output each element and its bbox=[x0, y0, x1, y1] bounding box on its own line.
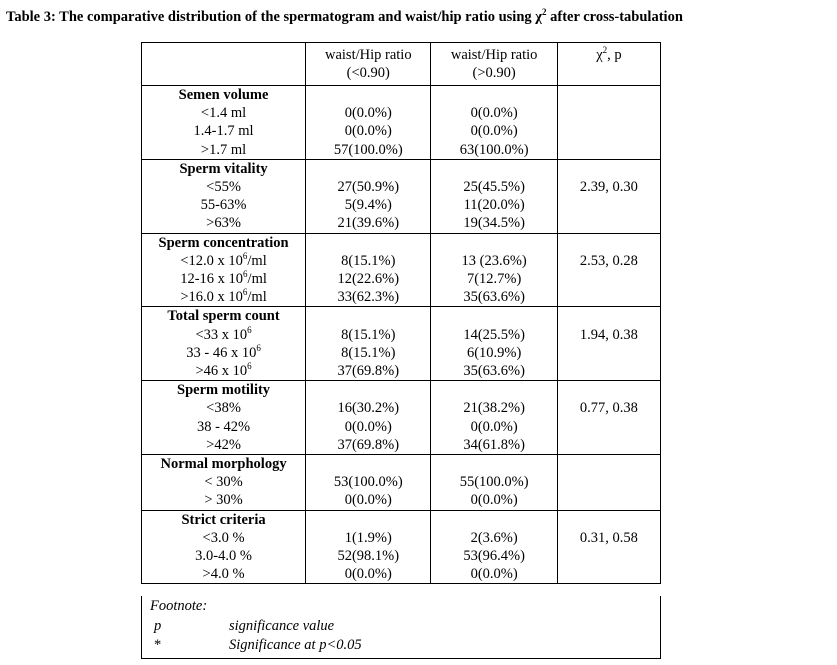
value-low-ratio: 0(0.0%) bbox=[344, 492, 392, 509]
spacer bbox=[306, 86, 430, 104]
value-low-ratio: 0(0.0%) bbox=[344, 105, 392, 122]
group-low-ratio-cell bbox=[306, 233, 431, 307]
chi-p-value: 2.39, 0.30 bbox=[579, 179, 638, 196]
row-label-text: > 30% bbox=[204, 492, 243, 509]
row-label-unit: /ml bbox=[247, 289, 267, 306]
row-label-text: >4.0 % bbox=[202, 566, 245, 583]
row-label-text: <33 x 10 bbox=[195, 326, 248, 343]
group-title: Sperm motility bbox=[177, 382, 271, 399]
value-low-ratio: 33(62.3%) bbox=[337, 289, 400, 306]
value-low-ratio: 8(15.1%) bbox=[341, 344, 396, 361]
value-high-ratio: 0(0.0%) bbox=[470, 492, 518, 509]
row-label bbox=[142, 565, 305, 583]
value-high-ratio: 0(0.0%) bbox=[470, 123, 518, 140]
group-chi-cell bbox=[557, 159, 660, 233]
row-label-text: <55% bbox=[206, 179, 241, 196]
spacer bbox=[306, 234, 430, 252]
value-high-ratio: 21(38.2%) bbox=[463, 400, 525, 417]
value-low-ratio: 8(15.1%) bbox=[341, 252, 396, 269]
spacer bbox=[431, 86, 556, 104]
group-row bbox=[142, 307, 661, 381]
value-low-ratio: 37(69.8%) bbox=[337, 363, 400, 380]
header-empty-cell bbox=[142, 43, 306, 86]
group-low-ratio-cell bbox=[306, 381, 431, 455]
row-label-superscript: 6 bbox=[247, 324, 252, 335]
spacer bbox=[431, 511, 556, 529]
row-label-text: >16.0 x 10 bbox=[180, 289, 243, 306]
group-row bbox=[142, 86, 661, 160]
group-label-cell bbox=[142, 86, 306, 160]
row-label-superscript: 6 bbox=[256, 343, 261, 354]
group-title: Normal morphology bbox=[160, 456, 287, 473]
spacer bbox=[306, 381, 430, 399]
spacer bbox=[306, 511, 430, 529]
value-high-ratio: 53(96.4%) bbox=[463, 548, 525, 565]
group-chi-cell bbox=[557, 455, 660, 511]
value-low-ratio: 8(15.1%) bbox=[341, 326, 396, 343]
group-high-ratio-cell bbox=[431, 510, 557, 584]
spacer bbox=[306, 307, 430, 325]
footnote-desc-p: significance value bbox=[229, 618, 335, 634]
group-chi-cell bbox=[557, 233, 660, 307]
row-label bbox=[142, 288, 305, 306]
group-low-ratio-cell bbox=[306, 307, 431, 381]
value-low-ratio: 0(0.0%) bbox=[344, 418, 392, 435]
spacer bbox=[431, 234, 556, 252]
row-label bbox=[142, 214, 305, 232]
value-high-ratio: 63(100.0%) bbox=[459, 141, 529, 158]
row-label-unit: /ml bbox=[247, 252, 267, 269]
value-high-ratio: 2(3.6%) bbox=[470, 529, 518, 546]
value-low-ratio: 21(39.6%) bbox=[337, 215, 400, 232]
group-label-cell bbox=[142, 307, 306, 381]
row-label-text: >1.7 ml bbox=[200, 141, 247, 158]
row-label bbox=[142, 344, 305, 362]
row-label-text: <3.0 % bbox=[202, 529, 245, 546]
spacer bbox=[431, 160, 556, 178]
footnote-desc-star: Significance at p<0.05 bbox=[229, 637, 362, 653]
spacer bbox=[431, 381, 556, 399]
group-title: Sperm concentration bbox=[158, 234, 289, 251]
group-label-cell bbox=[142, 455, 306, 511]
row-label-text: >63% bbox=[206, 215, 241, 232]
header-row bbox=[142, 43, 661, 86]
caption-text: Table 3: The comparative distribution of the spermatogram and waist/hip ratio using χ bbox=[6, 9, 542, 25]
group-low-ratio-cell bbox=[306, 159, 431, 233]
row-label-superscript: 6 bbox=[247, 361, 252, 372]
row-label bbox=[142, 418, 305, 436]
caption-text-end: after cross-tabulation bbox=[546, 9, 683, 25]
row-label bbox=[142, 473, 305, 491]
value-low-ratio: 5(9.4%) bbox=[344, 197, 392, 214]
value-low-ratio: 0(0.0%) bbox=[344, 123, 392, 140]
group-label-cell bbox=[142, 381, 306, 455]
value-low-ratio: 53(100.0%) bbox=[333, 474, 403, 491]
spermatogram-table bbox=[141, 42, 661, 584]
spacer bbox=[558, 455, 660, 473]
group-high-ratio-cell bbox=[431, 159, 557, 233]
value-low-ratio: 27(50.9%) bbox=[337, 179, 400, 196]
row-label bbox=[142, 547, 305, 565]
value-low-ratio: 16(30.2%) bbox=[337, 400, 400, 417]
group-high-ratio-cell bbox=[431, 455, 557, 511]
row-label-text: >46 x 10 bbox=[195, 363, 248, 380]
row-label bbox=[142, 491, 305, 509]
value-low-ratio: 52(98.1%) bbox=[337, 548, 400, 565]
value-low-ratio: 37(69.8%) bbox=[337, 436, 400, 453]
value-high-ratio: 25(45.5%) bbox=[463, 179, 525, 196]
value-high-ratio: 11(20.0%) bbox=[463, 197, 525, 214]
group-title: Strict criteria bbox=[181, 511, 266, 528]
group-title: Total sperm count bbox=[167, 308, 280, 325]
group-chi-cell bbox=[557, 86, 660, 160]
group-high-ratio-cell bbox=[431, 307, 557, 381]
value-high-ratio: 19(34.5%) bbox=[463, 215, 525, 232]
footnote-symbol-p: p bbox=[154, 618, 162, 634]
row-label bbox=[142, 362, 305, 380]
spacer bbox=[431, 307, 556, 325]
group-low-ratio-cell bbox=[306, 86, 431, 160]
group-chi-cell bbox=[557, 381, 660, 455]
value-high-ratio: 35(63.6%) bbox=[463, 289, 525, 306]
value-high-ratio: 6(10.9%) bbox=[466, 344, 522, 361]
value-high-ratio: 34(61.8%) bbox=[463, 436, 525, 453]
group-title: Sperm vitality bbox=[179, 160, 268, 177]
value-low-ratio: 12(22.6%) bbox=[337, 271, 400, 288]
row-label bbox=[142, 270, 305, 288]
row-label-text: <12.0 x 10 bbox=[180, 252, 243, 269]
spacer bbox=[558, 160, 660, 178]
row-label bbox=[142, 326, 305, 344]
chi-p-value: 2.53, 0.28 bbox=[579, 252, 638, 269]
group-row bbox=[142, 159, 661, 233]
spacer bbox=[431, 455, 556, 473]
row-label bbox=[142, 399, 305, 417]
spacer bbox=[306, 160, 430, 178]
footnote-symbol-star: * bbox=[154, 637, 162, 653]
row-label-text: >42% bbox=[206, 436, 241, 453]
group-row bbox=[142, 233, 661, 307]
chi-p-value: 0.31, 0.58 bbox=[579, 529, 638, 546]
value-high-ratio: 0(0.0%) bbox=[470, 418, 518, 435]
row-label bbox=[142, 122, 305, 140]
spacer bbox=[306, 455, 430, 473]
group-label-cell bbox=[142, 233, 306, 307]
header-col-low-ratio: waist/Hip ratio (<0.90) bbox=[306, 43, 431, 86]
group-row bbox=[142, 510, 661, 584]
group-high-ratio-cell bbox=[431, 381, 557, 455]
row-label-text: < 30% bbox=[204, 474, 243, 491]
group-label-cell bbox=[142, 159, 306, 233]
group-chi-cell bbox=[557, 307, 660, 381]
value-high-ratio: 55(100.0%) bbox=[459, 474, 529, 491]
row-label-text: <38% bbox=[206, 400, 241, 417]
value-high-ratio: 0(0.0%) bbox=[470, 105, 518, 122]
group-label-cell bbox=[142, 510, 306, 584]
row-label bbox=[142, 104, 305, 122]
value-high-ratio: 7(12.7%) bbox=[466, 271, 522, 288]
spacer bbox=[558, 307, 660, 325]
group-title: Semen volume bbox=[178, 87, 269, 103]
row-label-superscript: 6 bbox=[242, 287, 248, 298]
value-high-ratio: 14(25.5%) bbox=[463, 326, 525, 343]
row-label-text: 55-63% bbox=[200, 197, 247, 214]
value-low-ratio: 57(100.0%) bbox=[333, 141, 403, 158]
group-low-ratio-cell bbox=[306, 510, 431, 584]
header-col-chi-p: $\chi^2$, p bbox=[557, 43, 660, 86]
group-low-ratio-cell bbox=[306, 455, 431, 511]
spacer bbox=[558, 234, 660, 252]
spacer bbox=[558, 381, 660, 399]
row-label-unit: /ml bbox=[247, 271, 267, 288]
header-col-high-ratio: waist/Hip ratio (>0.90) bbox=[431, 43, 557, 86]
row-label-text: 33 - 46 x 10 bbox=[186, 344, 257, 361]
value-high-ratio: 13 (23.6%) bbox=[461, 252, 527, 269]
row-label-text: 38 - 42% bbox=[196, 418, 251, 435]
chi-p-value: 0.77, 0.38 bbox=[579, 400, 638, 417]
value-low-ratio: 0(0.0%) bbox=[344, 566, 392, 583]
row-label-superscript: 6 bbox=[243, 269, 248, 280]
value-high-ratio: 35(63.6%) bbox=[463, 363, 525, 380]
row-label bbox=[142, 141, 305, 159]
footnote-title: Footnote: bbox=[150, 598, 208, 614]
row-label bbox=[142, 196, 305, 214]
row-label-superscript: 6 bbox=[242, 251, 248, 261]
row-label bbox=[142, 178, 305, 196]
group-chi-cell bbox=[557, 510, 660, 584]
row-label bbox=[142, 436, 305, 454]
row-label bbox=[142, 252, 305, 270]
caption-superscript: 2 bbox=[541, 7, 547, 18]
row-label-text: 12-16 x 10 bbox=[180, 271, 244, 288]
spacer bbox=[558, 511, 660, 529]
footnote-box bbox=[141, 596, 661, 659]
group-high-ratio-cell bbox=[431, 86, 557, 160]
table-caption bbox=[6, 9, 683, 26]
chi-p-value: 1.94, 0.38 bbox=[579, 326, 638, 343]
row-label bbox=[142, 529, 305, 547]
group-high-ratio-cell bbox=[431, 233, 557, 307]
value-low-ratio: 1(1.9%) bbox=[344, 529, 392, 546]
group-row bbox=[142, 455, 661, 511]
row-label-text: 3.0-4.0 % bbox=[195, 548, 252, 565]
row-label-text: 1.4-1.7 ml bbox=[193, 123, 254, 140]
row-label-text: <1.4 ml bbox=[200, 105, 247, 122]
group-row bbox=[142, 381, 661, 455]
value-high-ratio: 0(0.0%) bbox=[470, 566, 518, 583]
spacer bbox=[558, 86, 660, 104]
